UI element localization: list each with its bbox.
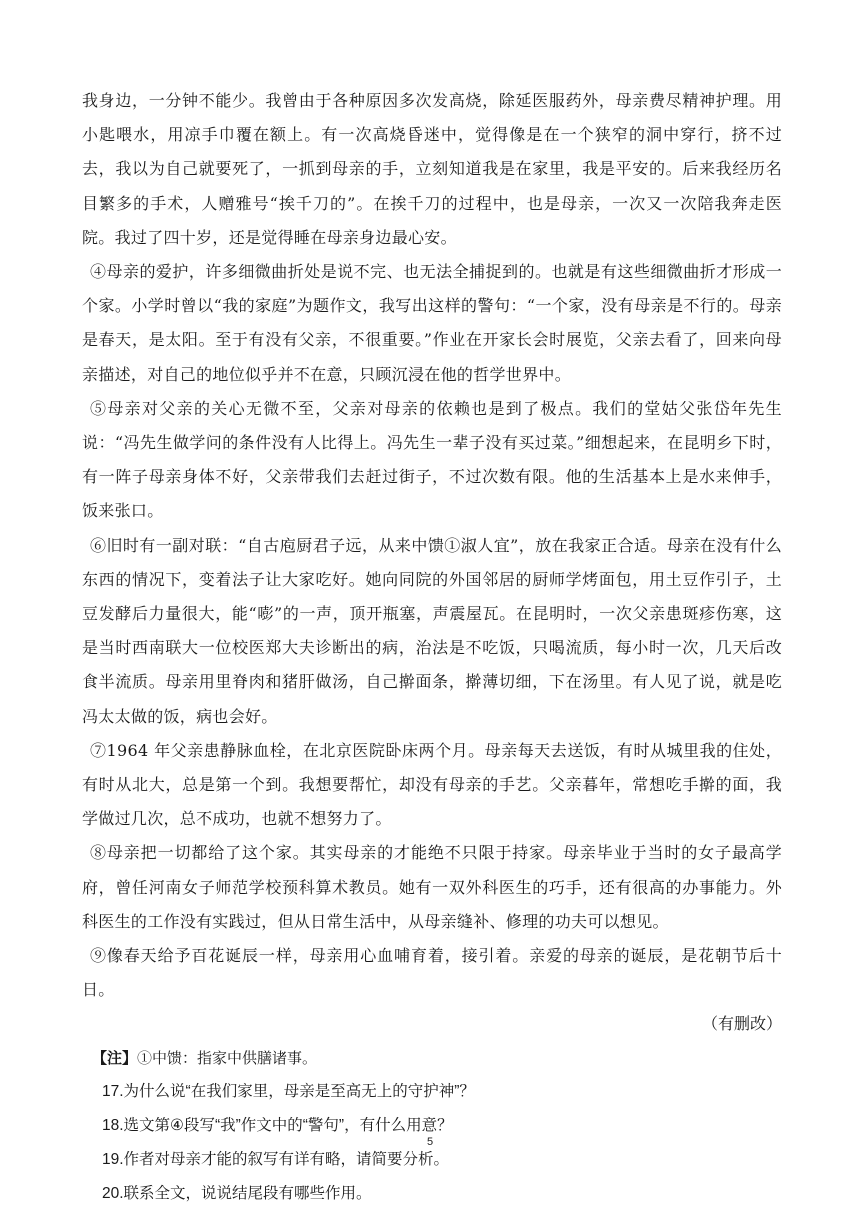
document-page (82, 84, 782, 1211)
paragraph-8: ⑧母亲把一切都给了这个家。其实母亲的才能绝不只限于持家。母亲毕业于当时的女子最高学府，曾任河南女子师范学校预科算术教员。她有一双外科医生的巧手，还有很高的办事能力。外科医生的工作没有实践过，但从日常生活中，从母亲缝补、修理的功夫可以想见。 (82, 843, 782, 931)
footnote-text: ①中馈：指家中供膳诸事。 (137, 1049, 318, 1068)
question-20: 20.联系全文，说说结尾段有哪些作用。 (102, 1185, 372, 1203)
footnote (82, 1041, 782, 1075)
paragraph-continued: 我身边，一分钟不能少。我曾由于各种原因多次发高烧，除延医服药外，母亲费尽精神护理。用小匙喂水，用凉手巾覆在额上。有一次高烧昏迷中，觉得像是在一个狭窄的洞中穿行，挤不过去，我以为自己就要死了，一抓到母亲的手，立刻知道我是在家里，我是平安的。后来我经历名目繁多的手术，人赠雅号“挨千刀的”。在挨千刀的过程中，也是母亲，一次又一次陪我奔走医院。我过了四十岁，还是觉得睡在母亲身边最心安。 (82, 91, 782, 247)
question-19: 19.作者对母亲才能的叙写有详有略，请简要分析。 (102, 1151, 450, 1169)
paragraph-9: ⑨像春天给予百花诞辰一样，母亲用心血哺育着，接引着。亲爱的母亲的诞辰，是花朝节后十日。 (82, 946, 782, 1000)
paragraph-7: ⑦1964 年父亲患静脉血栓，在北京医院卧床两个月。母亲每天去送饭，有时从城里我的住处，有时从北大，总是第一个到。我想要帮忙，却没有母亲的手艺。父亲暮年，常想吃手擀的面，我学做过几次，总不成功，也就不想努力了。 (82, 740, 782, 829)
paragraph-6: ⑥旧时有一副对联：“自古庖厨君子远，从来中馈①淑人宜”，放在我家正合适。母亲在没有什么东西的情况下，变着法子让大家吃好。她向同院的外国邻居的厨师学烤面包，用土豆作引子，土豆发酵后力量很大，能“嘭”的一声，顶开瓶塞，声震屋瓦。在昆明时，一次父亲患斑疹伤寒，这是当时西南联大一位校医郑大夫诊断出的病，治法是不吃饭，只喝流质，每小时一次，几天后改食半流质。母亲用里脊肉和猪肝做汤，自己擀面条，擀薄切细，下在汤里。有人见了说，就是吃冯太太做的饭，病也会好。 (82, 535, 782, 726)
paragraph-4: ④母亲的爱护，许多细微曲折处是说不完、也无法全捕捉到的。也就是有这些细微曲折才形成一个家。小学时曾以“我的家庭”为题作文，我写出这样的警句：“一个家，没有母亲是不行的。母亲是春天，是太阳。至于有没有父亲，不很重要。”作业在开家长会时展览，父亲去看了，回来向母亲描述，对自己的地位似乎并不在意，只顾沉浸在他的哲学世界中。 (82, 262, 782, 384)
question-18: 18.选文第④段写“我”作文中的“警句”，有什么用意？ (102, 1117, 453, 1135)
page-number: 5 (426, 1136, 434, 1148)
footnote-label: 【注】 (92, 1049, 138, 1068)
question-17: 17.为什么说“在我们家里，母亲是至高无上的守护神”？ (102, 1083, 475, 1101)
source-note: （有删改） (701, 1014, 782, 1034)
paragraph-5: ⑤母亲对父亲的关心无微不至，父亲对母亲的依赖也是到了极点。我们的堂姑父张岱年先生说：“冯先生做学问的条件没有人比得上。冯先生一辈子没有买过菜。”细想起来，在昆明乡下时，有一阵子母亲身体不好，父亲带我们去赶过街子，不过次数有限。他的生活基本上是水来伸手，饭来张口。 (82, 398, 782, 521)
